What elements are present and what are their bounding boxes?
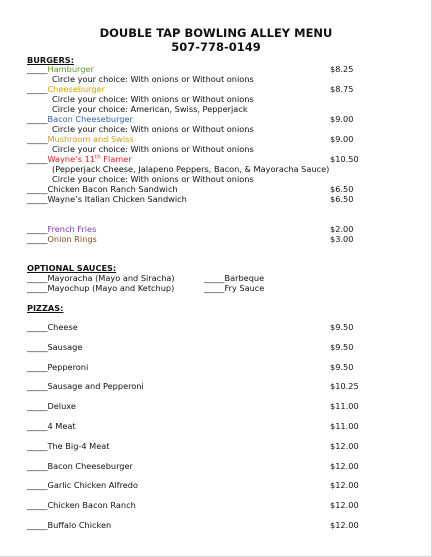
pizza-item bbox=[27, 480, 138, 490]
item-name: Cheeseburger bbox=[47, 84, 105, 94]
item-price: $8.75 bbox=[330, 84, 354, 94]
item-name: Bacon Cheeseburger bbox=[47, 114, 133, 124]
item-name: Wayne’s Italian Chicken Sandwich bbox=[47, 194, 187, 204]
order-blank: _____ bbox=[27, 64, 48, 74]
pizza-name: Garlic Chicken Alfredo bbox=[47, 480, 138, 491]
item-name: Hamburger bbox=[47, 64, 94, 74]
pizza-item bbox=[27, 520, 111, 530]
order-blank: _____ bbox=[27, 460, 48, 471]
item-name: Mushroom and Swiss bbox=[47, 134, 134, 144]
pizza-price: $9.50 bbox=[330, 361, 354, 372]
pizza-item bbox=[27, 441, 109, 451]
item-price: $9.00 bbox=[330, 134, 354, 144]
pizza-name: Chicken Bacon Ranch bbox=[47, 500, 136, 511]
pizza-name: Pepperoni bbox=[47, 361, 89, 372]
order-blank: _____ bbox=[27, 283, 48, 293]
sauce-item bbox=[204, 283, 264, 293]
item-price: $9.00 bbox=[330, 114, 354, 124]
pizza-item bbox=[27, 401, 76, 411]
pizza-name: The Big-4 Meat bbox=[47, 440, 110, 451]
item-name: Wayne’s 11 bbox=[47, 154, 96, 164]
order-blank: _____ bbox=[27, 421, 48, 431]
order-blank: _____ bbox=[27, 194, 48, 204]
item-note: Circle your choice: With onions or Without onions bbox=[52, 174, 254, 184]
order-blank: _____ bbox=[27, 381, 48, 392]
order-blank: _____ bbox=[27, 341, 48, 352]
item-note: (Pepperjack Cheese, Jalapeno Peppers, Bacon, & Mayoracha Sauce) bbox=[52, 164, 330, 174]
order-blank: _____ bbox=[27, 322, 48, 332]
pizza-price: $12.00 bbox=[330, 480, 359, 491]
item-name: Onion Rings bbox=[47, 234, 97, 244]
pizza-item bbox=[27, 322, 78, 332]
item-note: Circle your choice: American, Swiss, Pepperjack bbox=[52, 104, 248, 114]
menu-item bbox=[27, 64, 94, 74]
pizza-price: $9.50 bbox=[330, 322, 354, 332]
sauce-item bbox=[27, 283, 174, 293]
order-blank: _____ bbox=[27, 184, 48, 194]
pizza-name: Sausage and Pepperoni bbox=[47, 381, 144, 392]
pizza-item bbox=[27, 342, 82, 352]
pizza-item bbox=[27, 461, 133, 471]
menu-item bbox=[27, 154, 132, 164]
pizzas-heading: PIZZAS: bbox=[27, 303, 64, 313]
pizza-item bbox=[27, 381, 144, 391]
pizza-item bbox=[27, 500, 136, 510]
order-blank: _____ bbox=[27, 520, 48, 530]
pizza-price: $9.50 bbox=[330, 341, 354, 352]
pizza-name: Cheese bbox=[47, 322, 78, 332]
order-blank: _____ bbox=[27, 84, 48, 94]
order-blank: _____ bbox=[27, 480, 48, 491]
menu-item bbox=[27, 234, 97, 244]
order-blank: _____ bbox=[27, 224, 48, 234]
pizza-item bbox=[27, 362, 88, 372]
item-name-superscript: th bbox=[95, 154, 101, 161]
item-note: Circle your choice: With onions or Without onions bbox=[52, 94, 254, 104]
pizza-price: $12.00 bbox=[330, 460, 359, 471]
order-blank: _____ bbox=[27, 273, 48, 283]
menu-item bbox=[27, 194, 187, 204]
sauce-name: Fry Sauce bbox=[224, 283, 265, 293]
item-price: $3.00 bbox=[330, 234, 354, 244]
order-blank: _____ bbox=[27, 440, 48, 451]
pizza-price: $12.00 bbox=[330, 500, 359, 511]
sauce-name: Mayoracha (Mayo and Siracha) bbox=[47, 273, 175, 283]
order-blank: _____ bbox=[27, 134, 48, 144]
pizza-price: $12.00 bbox=[330, 520, 359, 530]
order-blank: _____ bbox=[27, 234, 48, 244]
pizza-name: Buffalo Chicken bbox=[47, 520, 112, 530]
item-price: $8.25 bbox=[330, 64, 354, 74]
item-price: $2.00 bbox=[330, 224, 354, 234]
order-blank: _____ bbox=[27, 154, 48, 164]
item-note: Circle your choice: With onions or Without onions bbox=[52, 144, 254, 154]
menu-item bbox=[27, 184, 178, 194]
pizza-price: $12.00 bbox=[330, 440, 359, 451]
phone-number: 507-778-0149 bbox=[171, 40, 261, 54]
sauce-name: Mayochup (Mayo and Ketchup) bbox=[47, 283, 175, 293]
menu-item bbox=[27, 224, 96, 234]
sauce-item bbox=[204, 273, 264, 283]
order-blank: _____ bbox=[27, 361, 48, 372]
menu-item bbox=[27, 114, 133, 124]
pizza-name: Deluxe bbox=[47, 401, 76, 412]
pizza-item bbox=[27, 421, 76, 431]
menu-item bbox=[27, 134, 134, 144]
order-blank: _____ bbox=[27, 114, 48, 124]
menu-item bbox=[27, 84, 105, 94]
item-name-end: Flamer bbox=[100, 154, 132, 164]
order-blank: _____ bbox=[27, 401, 48, 412]
pizza-price: $11.00 bbox=[330, 401, 359, 412]
item-name: French Fries bbox=[47, 224, 97, 234]
sauces-heading: OPTIONAL SAUCES: bbox=[27, 263, 117, 273]
item-price: $6.50 bbox=[330, 184, 354, 194]
pizza-price: $10.25 bbox=[330, 381, 359, 392]
order-blank: _____ bbox=[27, 500, 48, 511]
sauce-name: Barbeque bbox=[224, 273, 265, 283]
pizza-name: 4 Meat bbox=[47, 421, 76, 431]
pizza-name: Bacon Cheeseburger bbox=[47, 460, 133, 471]
burgers-heading: BURGERS: bbox=[27, 55, 74, 65]
order-blank: _____ bbox=[204, 283, 225, 293]
item-note: Circle your choice: With onions or Without onions bbox=[52, 74, 254, 84]
order-blank: _____ bbox=[204, 273, 225, 283]
item-price: $6.50 bbox=[330, 194, 354, 204]
pizza-name: Sausage bbox=[47, 341, 83, 352]
sauce-item bbox=[27, 273, 175, 283]
item-note: Circle your choice: With onions or Without onions bbox=[52, 124, 254, 134]
item-price: $10.50 bbox=[330, 154, 359, 164]
menu-title: DOUBLE TAP BOWLING ALLEY MENU bbox=[99, 26, 333, 40]
item-name: Chicken Bacon Ranch Sandwich bbox=[47, 184, 178, 194]
pizza-price: $11.00 bbox=[330, 421, 359, 431]
